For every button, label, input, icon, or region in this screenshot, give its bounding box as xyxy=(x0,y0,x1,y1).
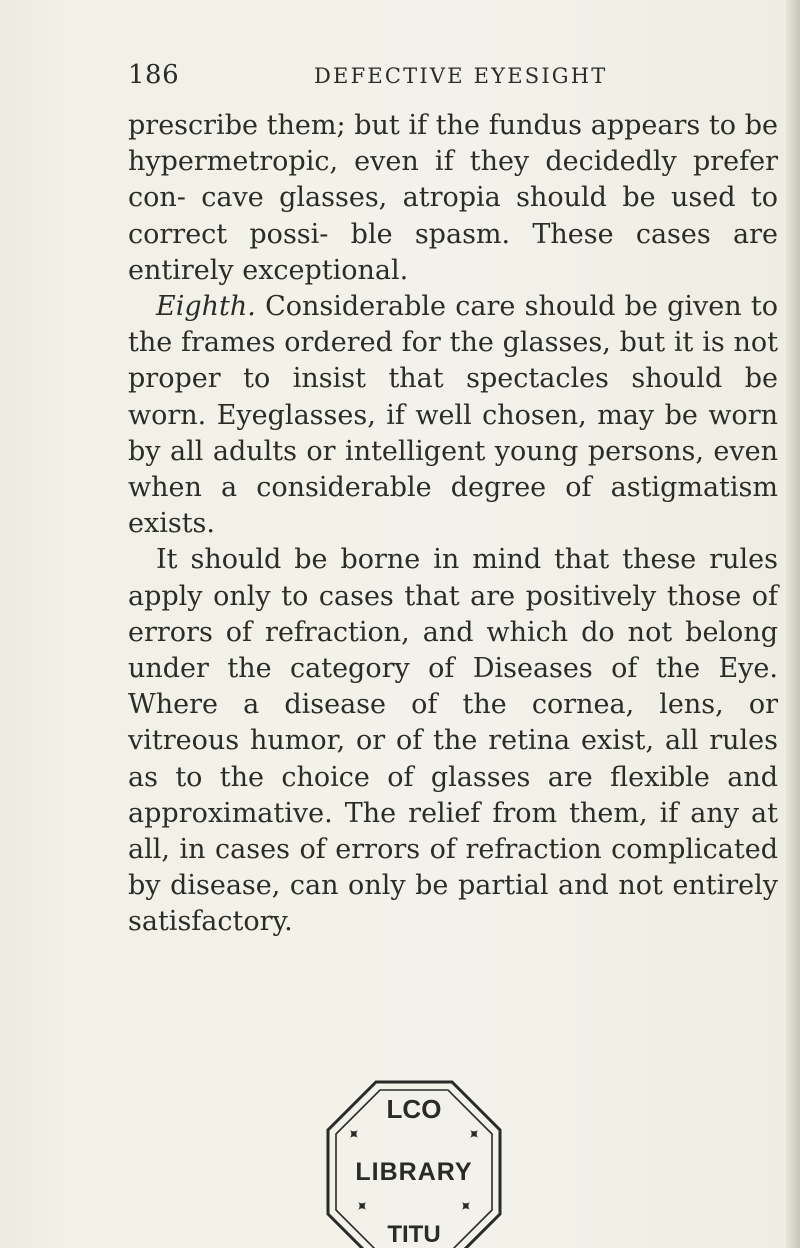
paragraph-2-text: Considerable care should be given to the frames ordered for the glasses, but it is not proper to insist that spectacles should be worn. Eyeglasses, if well chosen, may be worn by all adults or intelligent young persons, even when a considerable degree of astigmatism exists. xyxy=(128,291,778,540)
svg-text:✦: ✦ xyxy=(454,1194,478,1218)
paragraph-3: It should be borne in mind that these rules apply only to cases that are positively those of errors of refraction, and which do not belong under the category of Diseases of the Eye. Where a disease of the cornea, lens, or vitreous humor, or of the retina exist, all rules as to the choice of glasses are flexible and approximative. The relief from them, if any at all, in cases of errors of refraction complicated by disease, can only be partial and not entirely satisfactory. xyxy=(128,544,778,938)
library-stamp xyxy=(314,1064,514,1248)
stamp-center-text: LIBRARY xyxy=(355,1158,473,1186)
running-head: DEFECTIVE EYESIGHT xyxy=(314,64,608,88)
stamp-bottom-text: TITU xyxy=(387,1221,441,1248)
paragraph-2 xyxy=(128,289,778,542)
library-stamp-graphic xyxy=(314,1064,514,1248)
paragraph-1: prescribe them; but if the fundus appears to be hypermetropic, even if they decidedly prefer con- cave glasses, atropia should be used to correct possi- ble spasm. These cases are entirely exceptional. xyxy=(128,110,778,286)
paragraph-2-lead: Eighth. xyxy=(156,291,256,323)
page-edge-shadow xyxy=(786,0,800,1248)
svg-text:✦: ✦ xyxy=(350,1194,374,1218)
svg-text:✦: ✦ xyxy=(462,1122,486,1146)
stamp-top-text: LCO xyxy=(386,1094,442,1124)
page-header xyxy=(128,60,768,96)
page-number: 186 xyxy=(128,60,180,90)
body-text xyxy=(128,108,778,941)
svg-text:✦: ✦ xyxy=(342,1122,366,1146)
